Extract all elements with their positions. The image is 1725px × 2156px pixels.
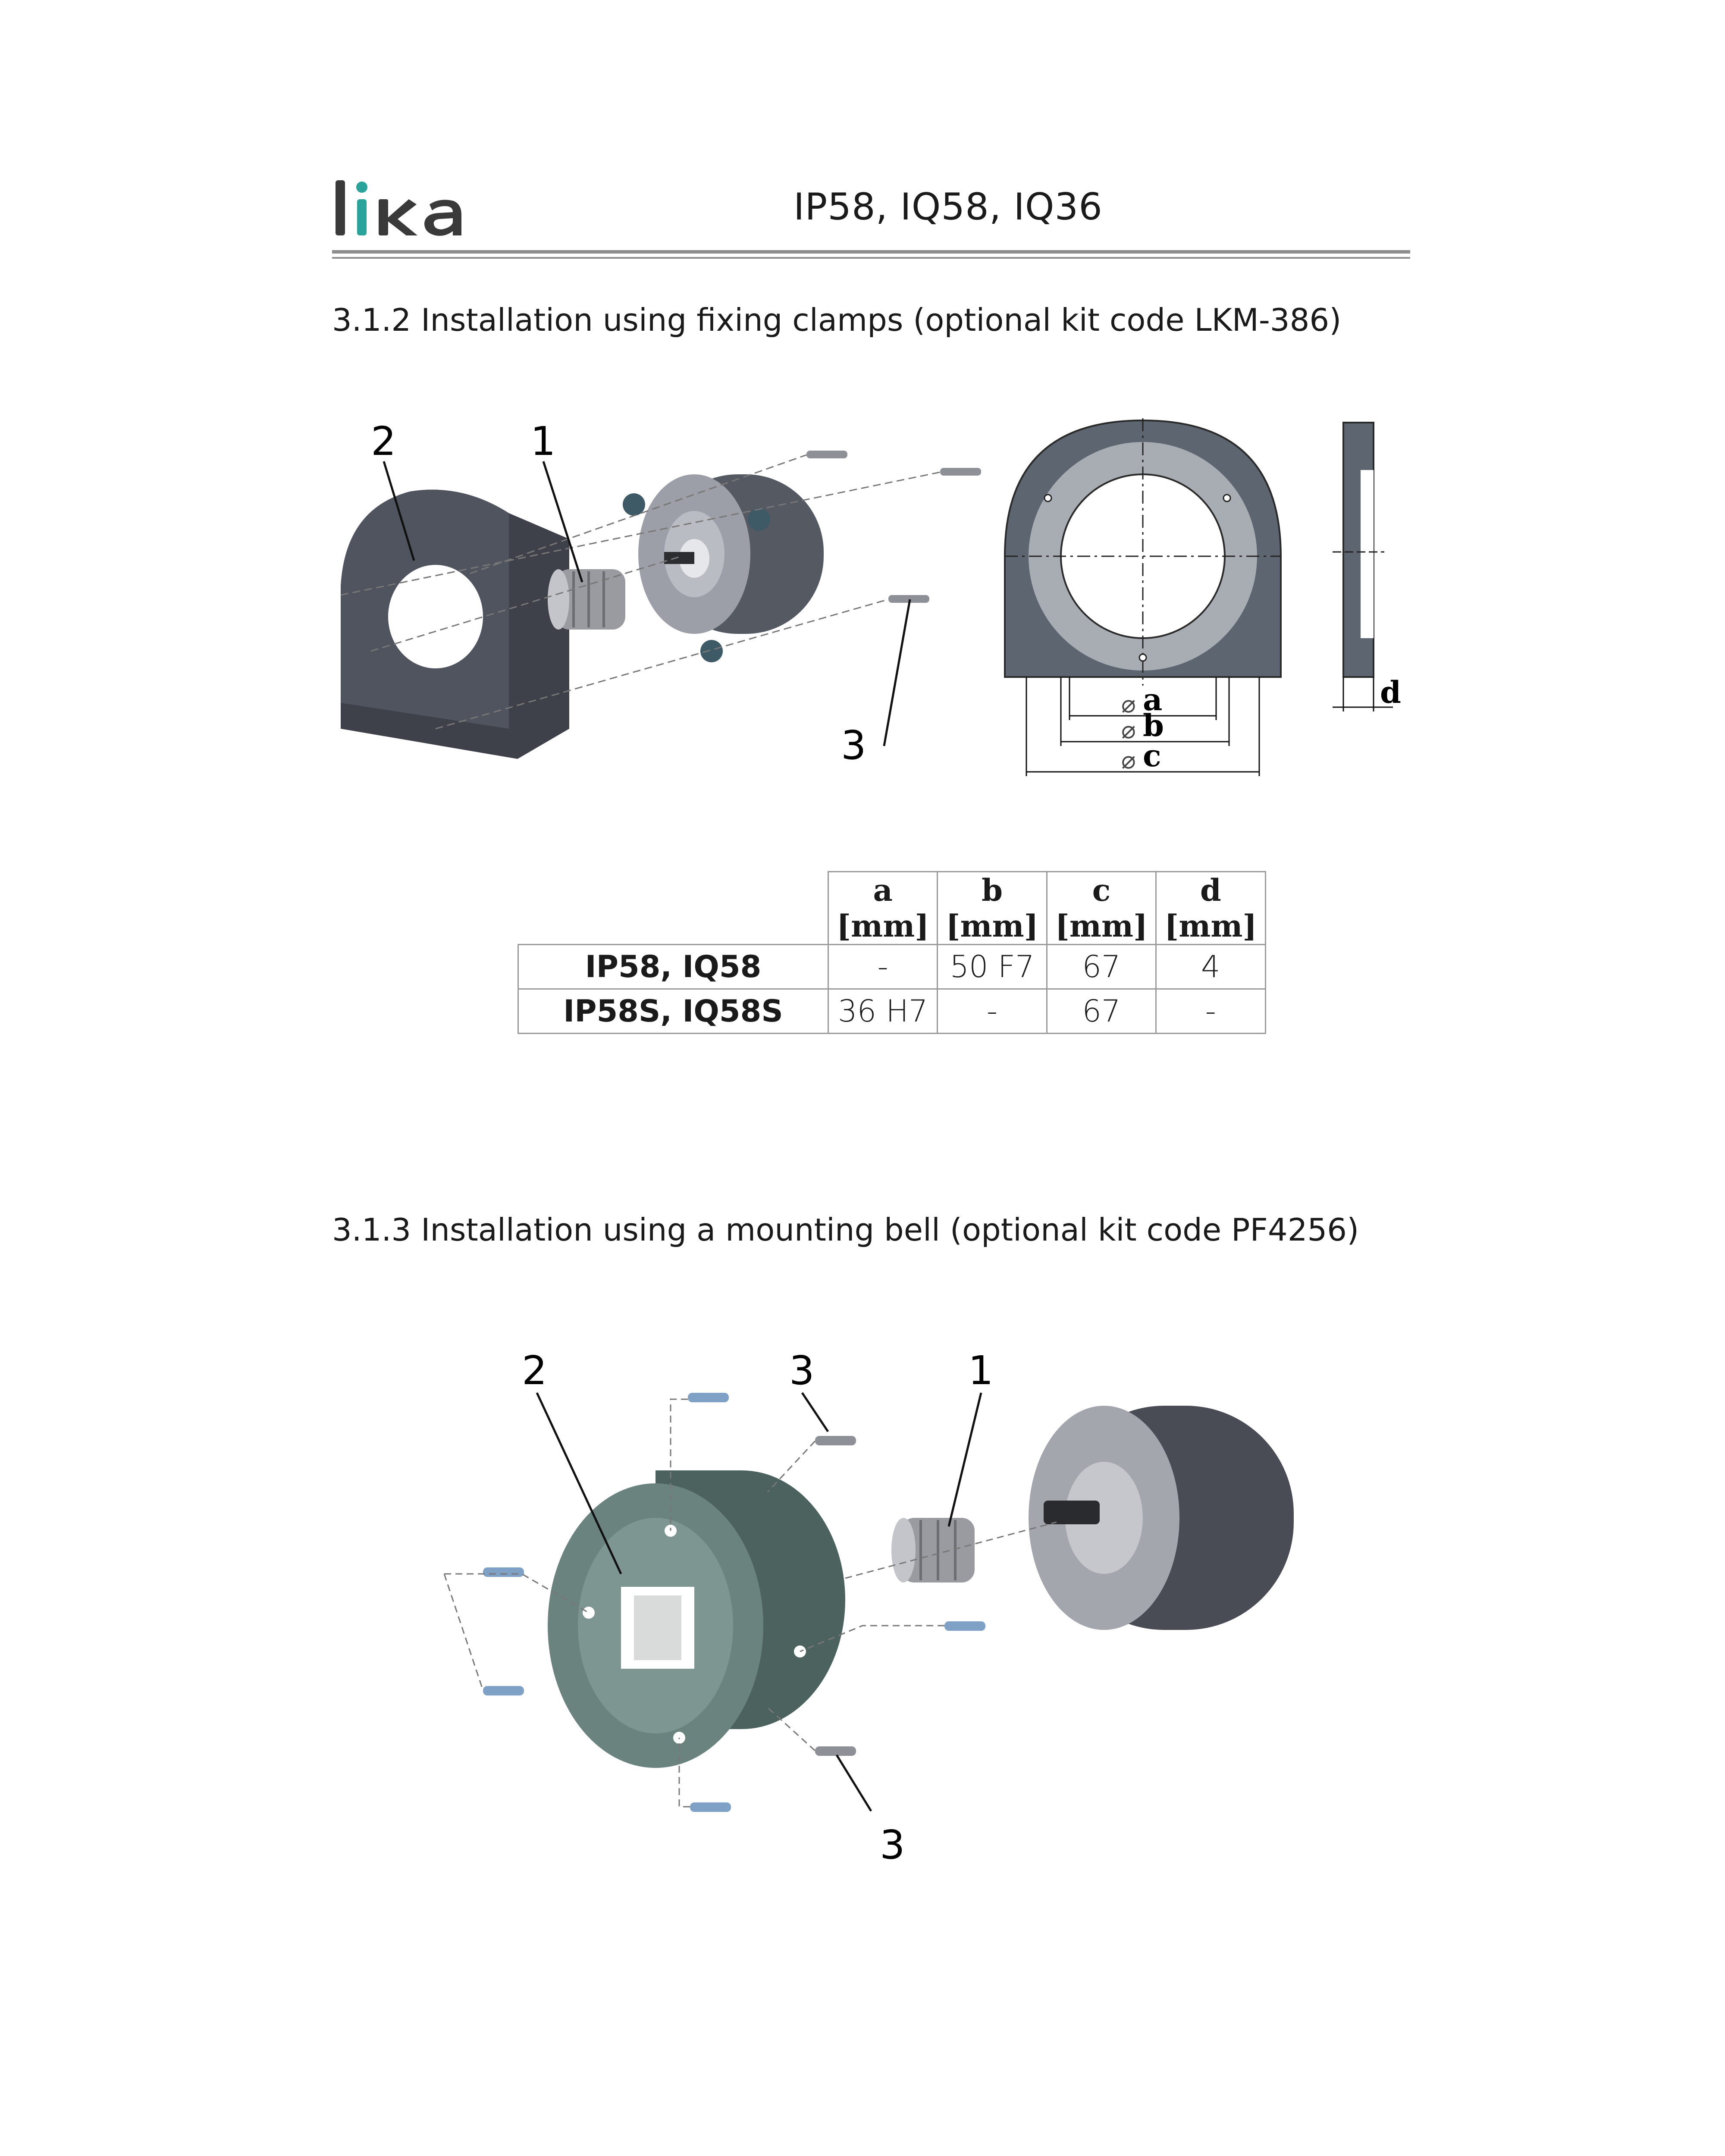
row-label: IP58S, IQ58S: [518, 989, 828, 1034]
table-cell: -: [1156, 989, 1265, 1034]
encoder-body: [1029, 1406, 1294, 1630]
fixing-screws: [806, 451, 981, 603]
col-d: d [mm]: [1156, 872, 1265, 945]
clamp-side-view: [1333, 423, 1401, 711]
dim-label-a: a: [1143, 682, 1163, 718]
table-cell: 67: [1047, 989, 1156, 1034]
table-header-row: [518, 872, 1266, 945]
table-cell: 50 F7: [938, 945, 1047, 989]
callout-3: 3: [880, 1822, 905, 1868]
callout-3: 3: [789, 1348, 815, 1394]
callout-2: 2: [522, 1348, 547, 1394]
callout-1: 1: [530, 418, 556, 464]
header-rule: [332, 250, 1410, 254]
coupling: [891, 1518, 975, 1583]
diameter-symbol: ⌀: [1121, 716, 1136, 744]
fixing-clamps-diagram: [328, 401, 1427, 811]
section-heading-3-1-3: 3.1.3 Installation using a mounting bell (optional kit code PF4256): [332, 1212, 1359, 1248]
table-cell: -: [828, 945, 938, 989]
diameter-symbol: ⌀: [1121, 690, 1136, 718]
fixing-clamp-plate: [341, 490, 569, 759]
diameter-symbol: ⌀: [1121, 746, 1136, 774]
dimension-table: [518, 871, 1266, 1034]
table-cell: 36 H7: [828, 989, 938, 1034]
col-a: a [mm]: [828, 872, 938, 945]
row-label: IP58, IQ58: [518, 945, 828, 989]
table-row: [518, 945, 1266, 989]
coupling: [548, 569, 625, 630]
dim-label-c: c: [1143, 738, 1161, 774]
lika-logo: [332, 172, 474, 246]
section-heading-3-1-2: 3.1.2 Installation using fixing clamps (optional kit code LKM-386): [332, 302, 1342, 338]
table-cell: 67: [1047, 945, 1156, 989]
lika-logo-mark: [332, 172, 474, 246]
mounting-bell: [548, 1470, 845, 1768]
callout-2: 2: [371, 418, 396, 464]
dim-label-b: b: [1143, 708, 1164, 743]
col-b: b [mm]: [938, 872, 1047, 945]
callout-1: 1: [968, 1348, 994, 1394]
table-cell: 4: [1156, 945, 1265, 989]
mounting-bell-diagram: [431, 1328, 1337, 1889]
callout-3: 3: [841, 722, 866, 768]
col-c: c [mm]: [1047, 872, 1156, 945]
document-title: IP58, IQ58, IQ36: [794, 185, 1103, 229]
table-cell: -: [938, 989, 1047, 1034]
clamp-front-view: [1005, 418, 1281, 776]
header-rule-thin: [332, 257, 1410, 259]
dim-label-d: d: [1380, 674, 1401, 710]
table-row: [518, 989, 1266, 1034]
